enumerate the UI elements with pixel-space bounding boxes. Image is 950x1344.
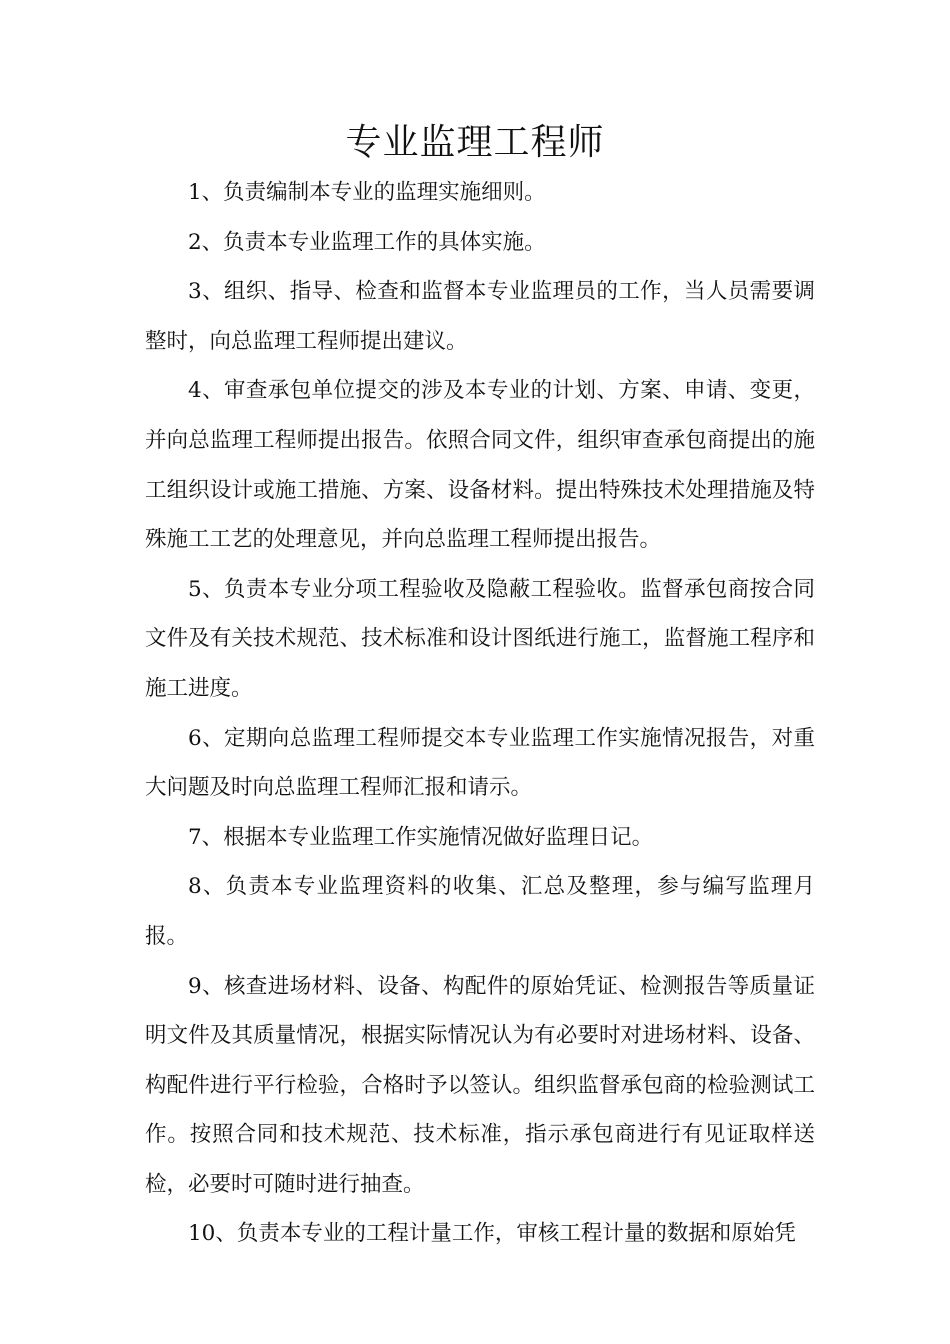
document-body	[145, 168, 815, 1259]
paragraph-8: 8、负责本专业监理资料的收集、汇总及整理，参与编写监理月报。	[145, 874, 815, 949]
paragraph-2: 2、负责本专业监理工作的具体实施。	[188, 229, 546, 255]
paragraph-5: 5、负责本专业分项工程验收及隐蔽工程验收。监督承包商按合同文件及有关技术规范、技术标准和设计图纸进行施工，监督施工程序和施工进度。	[145, 576, 815, 701]
paragraph-7: 7、根据本专业监理工作实施情况做好监理日记。	[188, 824, 654, 850]
paragraph-6: 6、定期向总监理工程师提交本专业监理工作实施情况报告，对重大问题及时向总监理工程师汇报和请示。	[145, 725, 815, 801]
document-title: 专业监理工程师	[345, 122, 605, 163]
paragraph-1: 1、负责编制本专业的监理实施细则。	[188, 180, 546, 205]
paragraph-9: 9、核查进场材料、设备、构配件的原始凭证、检测报告等质量证明文件及其质量情况，根据实际情况认为有必要时对进场材料、设备、构配件进行平行检验，合格时予以签认。组织监督承包商的检验测试工作。按照合同和技术规范、技术标准，指示承包商进行有见证取样送检，必要时可随时进行抽查。	[145, 973, 815, 1197]
paragraph-3: 3、组织、指导、检查和监督本专业监理员的工作，当人员需要调整时，向总监理工程师提出建议。	[145, 279, 815, 354]
paragraph-10: 10、负责本专业的工程计量工作，审核工程计量的数据和原始凭	[188, 1221, 796, 1247]
paragraph-4: 4、审查承包单位提交的涉及本专业的计划、方案、申请、变更，并向总监理工程师提出报告。依照合同文件，组织审查承包商提出的施工组织设计或施工措施、方案、设备材料。提出特殊技术处理措施及特殊施工工艺的处理意见，并向总监理工程师提出报告。	[145, 378, 815, 553]
